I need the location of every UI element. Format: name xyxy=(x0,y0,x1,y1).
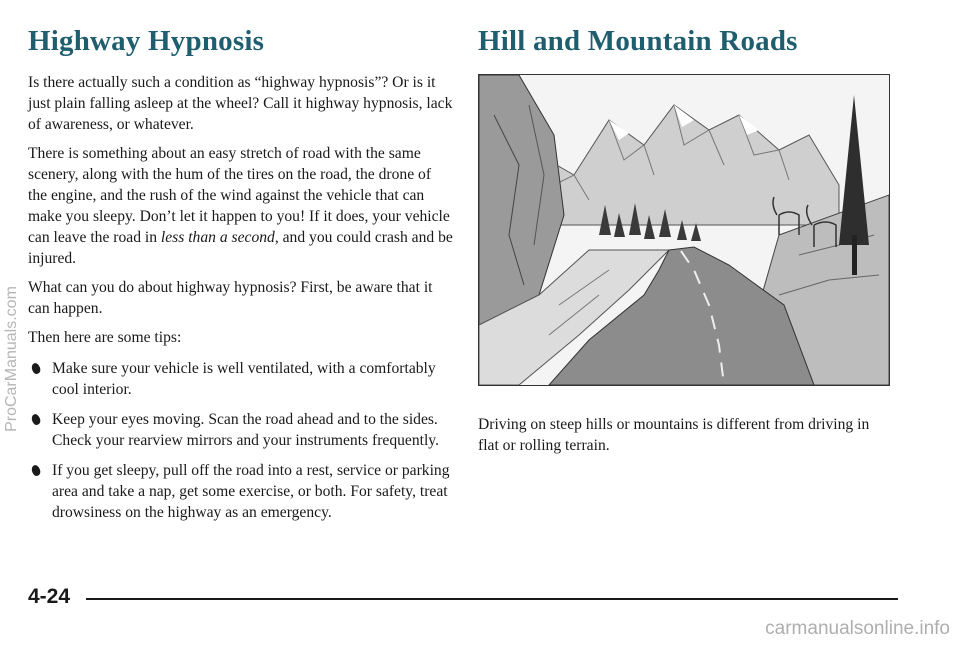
vertical-watermark xyxy=(2,230,22,490)
hill-mountain-heading: Hill and Mountain Roads xyxy=(478,25,798,57)
tips-intro: Then here are some tips: xyxy=(28,329,182,346)
sleepy-paragraph xyxy=(28,143,453,269)
page-footer xyxy=(28,585,898,611)
what-can-you-do-paragraph: What can you do about highway hypnosis? First, be aware that it can happen. xyxy=(28,279,433,317)
page-number: 4-24 xyxy=(28,585,71,608)
bullet-icon xyxy=(30,464,41,477)
bottom-watermark: carmanualsonline.info xyxy=(765,618,950,639)
bullet-icon xyxy=(30,413,41,426)
bullet-icon xyxy=(30,362,41,375)
sleepy-text-b: , and you could crash and be injured. xyxy=(28,229,453,267)
tip-text: If you get sleepy, pull off the road into a rest, service or parking area and take a nap, get some exercise, or both. For safety, treat drowsiness on the highway as an emergency. xyxy=(52,462,450,521)
left-column xyxy=(28,24,453,532)
mountain-road-drawing xyxy=(479,75,889,385)
mountain-roads-caption: Driving on steep hills or mountains is different from driving in flat or rolling terrain. xyxy=(478,416,870,454)
emphasis-text: less than a second xyxy=(160,229,275,246)
list-item xyxy=(28,409,453,451)
sleepy-text-a: There is something about an easy stretch of road with the same scenery, along with the hum of the tires on the road, the drone of the engine, and the rush of the wind against the vehicle that can make you sleepy. Don’t let it happen to you! If it does, your vehicle can leave the road in xyxy=(28,145,450,246)
tips-list xyxy=(28,358,453,523)
footer-rule xyxy=(86,598,898,600)
right-column xyxy=(478,24,908,456)
vertical-watermark-text: ProCarManuals.com xyxy=(3,286,20,432)
tip-text: Keep your eyes moving. Scan the road ahead and to the sides. Check your rearview mirrors and your instruments frequently. xyxy=(52,411,439,449)
tip-text: Make sure your vehicle is well ventilated, with a comfortably cool interior. xyxy=(52,360,436,398)
highway-hypnosis-heading: Highway Hypnosis xyxy=(28,25,265,57)
list-item xyxy=(28,358,453,400)
intro-paragraph: Is there actually such a condition as “highway hypnosis”? Or is it just plain falling asleep at the wheel? Call it highway hypnosis, lack of awareness, or whatever. xyxy=(28,74,453,133)
mountain-road-illustration xyxy=(478,74,890,386)
list-item xyxy=(28,460,453,523)
